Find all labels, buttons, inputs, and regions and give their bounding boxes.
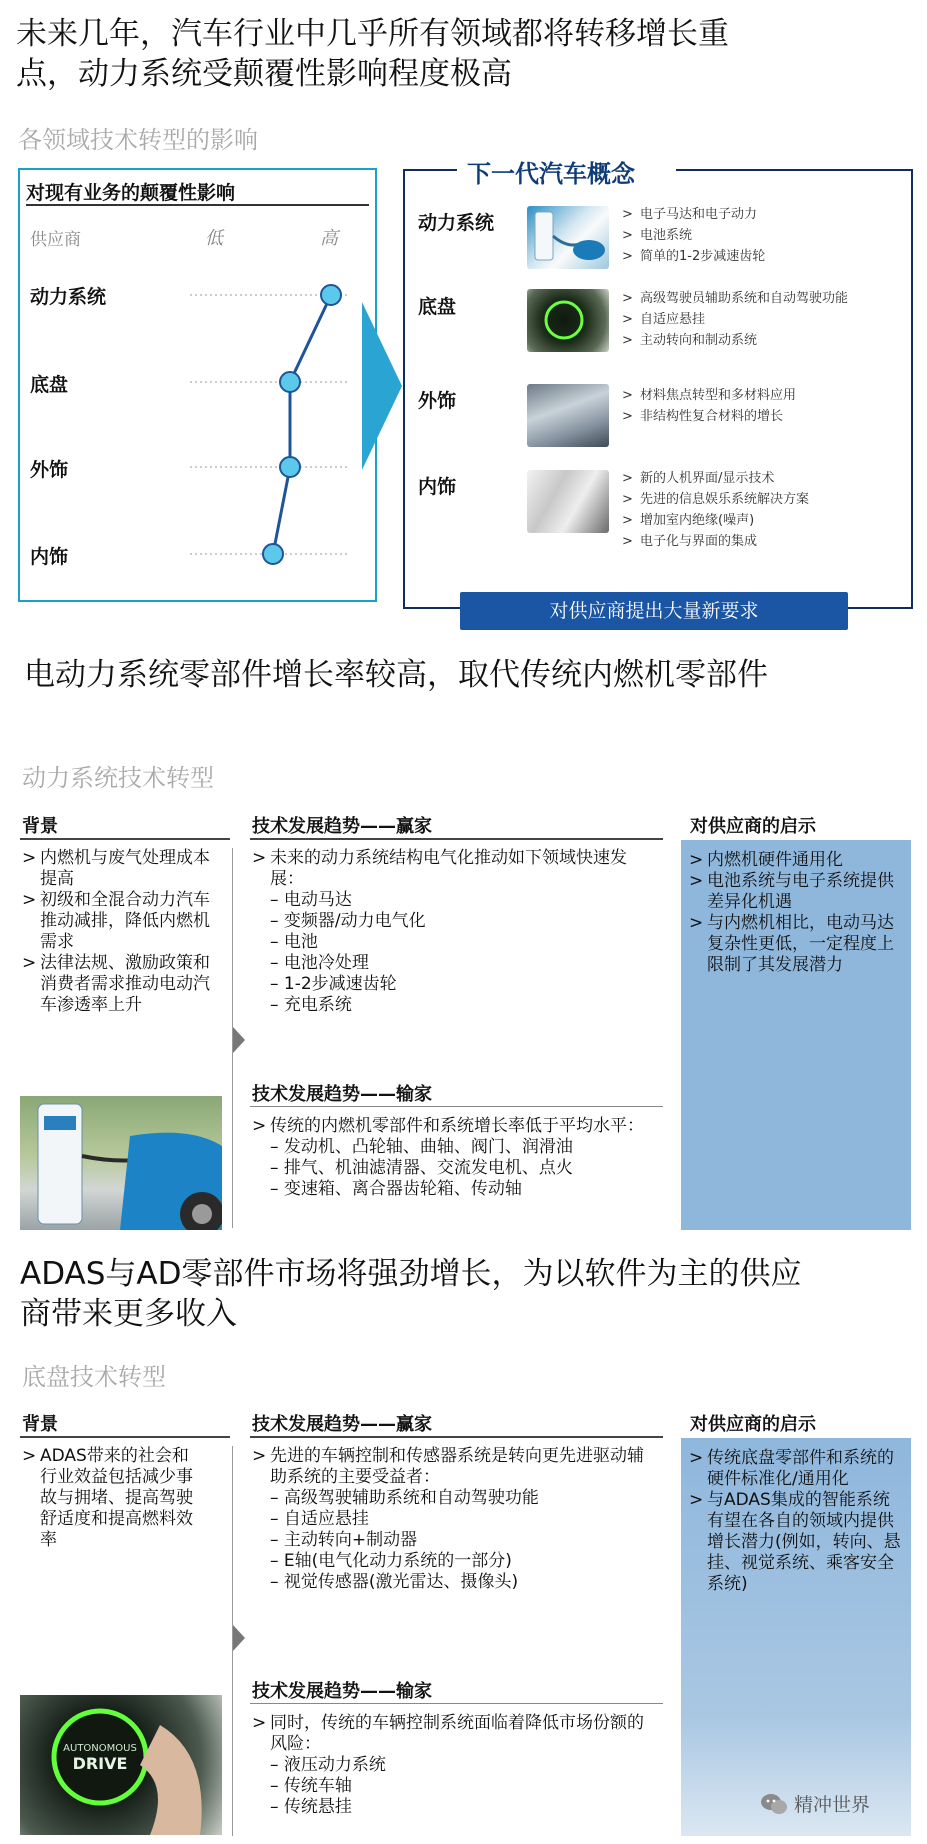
exterior-items [622,385,796,427]
list-item: > 电子化与界面的集成 [622,534,758,549]
sub-item: – 发动机、凸轮轴、曲轴、阀门、润滑油 [270,1137,573,1157]
s3-background-list [22,1446,202,1551]
watermark [760,1790,870,1817]
list-item: > 与内燃机相比，电动马达复杂性更低，一定程度上限制了其发展潜力 [689,913,894,975]
s2-winner-list [252,848,652,1016]
category-label-powertrain: 动力系统 [418,212,495,234]
sub-item: – 排气、机油滤清器、交流发电机、点火 [270,1158,573,1178]
impact-point-exterior [280,457,300,477]
s2-winner-heading: 技术发展趋势——赢家 [252,816,432,837]
powertrain-items [622,204,765,267]
sub-list [252,1488,652,1593]
list-item: > 增加室内绝缘(噪声) [622,513,755,528]
impact-gridlines [190,295,350,554]
section1-title [16,14,916,94]
impact-point-interior [263,544,283,564]
watermark-text: 精冲世界 [794,1794,871,1816]
list-item: > 初级和全混合动力汽车推动减排，降低内燃机需求 [22,890,210,952]
s3-col2-rule [250,1436,663,1438]
sub-item: – 变速箱、离合器齿轮箱、传动轴 [270,1179,522,1199]
axis-label-low: 低 [205,228,223,249]
impact-point-chassis [280,372,300,392]
panel-top-border-right [676,169,913,171]
s2-col1-rule [20,838,230,840]
axis-label-supplier: 供应商 [30,230,81,250]
list-item: > 主动转向和制动系统 [622,333,758,348]
car-interior-thumbnail [527,470,609,533]
ev-charging-thumbnail [527,206,609,269]
section1-title-line2: 点，动力系统受颠覆性影响程度极高 [16,56,512,92]
interior-items [622,468,809,552]
s3-loser-rule [250,1703,663,1704]
button-label-autonomous: AUTONOMOUS [63,1743,137,1754]
sub-item: – 高级驾驶辅助系统和自动驾驶功能 [270,1488,539,1508]
sub-item: – 液压动力系统 [270,1755,386,1775]
section3-title [20,1254,920,1334]
list-item: > 法律法规、激励政策和消费者需求推动电动汽车渗透率上升 [22,953,210,1015]
supplier-requirements-banner: 对供应商提出大量新要求 [460,592,848,630]
next-gen-car-title: 下一代汽车概念 [467,160,635,188]
sub-list [252,890,652,1016]
row-label-chassis: 底盘 [30,374,69,396]
sub-item: – 传统车轴 [270,1776,352,1796]
category-label-exterior: 外饰 [418,390,457,412]
impact-line-chart [20,170,375,600]
sub-item: – E轴(电气化动力系统的一部分) [270,1551,512,1571]
section2-subtitle: 动力系统技术转型 [22,764,214,792]
s3-background-heading: 背景 [22,1414,58,1435]
s2-col-arrow-icon [233,1027,245,1053]
sub-item: – 1-2步减速齿轮 [270,974,397,994]
ev-charging-icon [527,206,609,269]
s3-col1-rule [20,1436,230,1438]
sub-list [252,1755,652,1818]
list-item: > 先进的车辆控制和传感器系统是转向更先进驱动辅助系统的主要受益者： [252,1446,644,1487]
sub-item: – 视觉传感器(激光雷达、摄像头) [270,1572,519,1592]
sub-item: – 充电系统 [270,995,352,1015]
sub-item: – 电池 [270,932,318,952]
list-item: > 与ADAS集成的智能系统有望在各自的领域内提供增长潜力(例如，转向、悬挂、视觉系统、乘客安全系统) [689,1490,901,1594]
charging-station-icon [20,1096,222,1230]
sub-item: – 电池冷处理 [270,953,369,973]
s2-implication-box [681,840,911,1230]
list-item: > 同时，传统的车辆控制系统面临着降低市场份额的风险： [252,1713,644,1754]
autonomous-button-icon [527,289,609,352]
s2-col2-rule [250,838,663,840]
list-item: > 电子马达和电子动力 [622,207,758,222]
autonomous-drive-button-icon [20,1695,222,1835]
section3-title-line2: 商带来更多收入 [20,1296,237,1332]
list-item: > 材料焦点转型和多材料应用 [622,388,797,403]
s2-loser-rule [250,1106,663,1107]
impact-point-powertrain [321,285,341,305]
section3-title-line1: ADAS与AD零部件市场将强劲增长，为以软件为主的供应 [20,1256,802,1292]
s3-loser-heading: 技术发展趋势——输家 [252,1681,432,1702]
sub-item: – 传统悬挂 [270,1797,352,1817]
autonomous-button-thumbnail [527,289,609,352]
row-label-exterior: 外饰 [30,459,69,481]
ev-charging-photo [20,1096,222,1230]
s2-background-heading: 背景 [22,816,58,837]
list-item: > 简单的1-2步减速齿轮 [622,249,766,264]
section1-subtitle: 各领域技术转型的影响 [18,126,258,154]
s2-loser-heading: 技术发展趋势——输家 [252,1084,432,1105]
s2-loser-list [252,1116,652,1200]
autonomous-drive-photo [20,1695,222,1835]
row-label-powertrain: 动力系统 [30,286,107,308]
list-item: > ADAS带来的社会和行业效益包括减少事故与拥堵、提高驾驶舒适度和提高燃料效率 [22,1446,193,1550]
sub-item: – 变频器/动力电气化 [270,911,426,931]
row-label-interior: 内饰 [30,546,69,568]
disruption-panel-heading: 对现有业务的颠覆性影响 [26,182,236,204]
category-label-interior: 内饰 [418,476,457,498]
sub-item: – 电动马达 [270,890,352,910]
wechat-icon [760,1792,788,1816]
list-item: > 传统底盘零部件和系统的硬件标准化/通用化 [689,1448,894,1489]
chassis-items [622,288,848,351]
s2-implication-heading: 对供应商的启示 [690,816,816,837]
s3-implication-heading: 对供应商的启示 [690,1414,816,1435]
list-item: > 自适应悬挂 [622,312,706,327]
list-item: > 内燃机与废气处理成本提高 [22,848,210,889]
car-assembly-thumbnail [527,384,609,447]
panel-top-border-left [403,169,457,171]
sub-item: – 自适应悬挂 [270,1509,369,1529]
list-item: > 未来的动力系统结构电气化推动如下领域快速发展： [252,848,627,889]
axis-label-high: 高 [320,228,338,249]
s3-implication-box [681,1438,911,1836]
list-item: > 非结构性复合材料的增长 [622,409,784,424]
list-item: > 传统的内燃机零部件和系统增长率低于平均水平： [252,1116,644,1136]
s3-col-arrow-icon [233,1625,245,1651]
list-item: > 内燃机硬件通用化 [689,850,843,870]
section3-subtitle: 底盘技术转型 [22,1363,166,1391]
section2-title: 电动力系统零部件增长率较高，取代传统内燃机零部件 [24,657,768,693]
s3-winner-list [252,1446,652,1593]
disruption-impact-panel [18,168,377,602]
transition-arrow-icon [362,302,402,470]
button-label-drive: DRIVE [72,1754,128,1773]
list-item: > 电池系统与电子系统提供差异化机遇 [689,871,894,912]
sub-list [252,1137,652,1200]
category-label-chassis: 底盘 [418,296,457,318]
s3-winner-heading: 技术发展趋势——赢家 [252,1414,432,1435]
s2-background-list [22,848,222,1016]
list-item: > 先进的信息娱乐系统解决方案 [622,492,810,507]
section1-title-line1: 未来几年，汽车行业中几乎所有领域都将转移增长重 [16,16,729,52]
s3-implication-list [681,1438,911,1595]
list-item: > 新的人机界面/显示技术 [622,471,775,486]
s2-implication-list [681,840,911,976]
list-item: > 高级驾驶员辅助系统和自动驾驶功能 [622,291,849,306]
sub-item: – 主动转向+制动器 [270,1530,418,1550]
list-item: > 电池系统 [622,228,693,243]
impact-line [273,295,331,554]
s3-loser-list [252,1713,652,1818]
